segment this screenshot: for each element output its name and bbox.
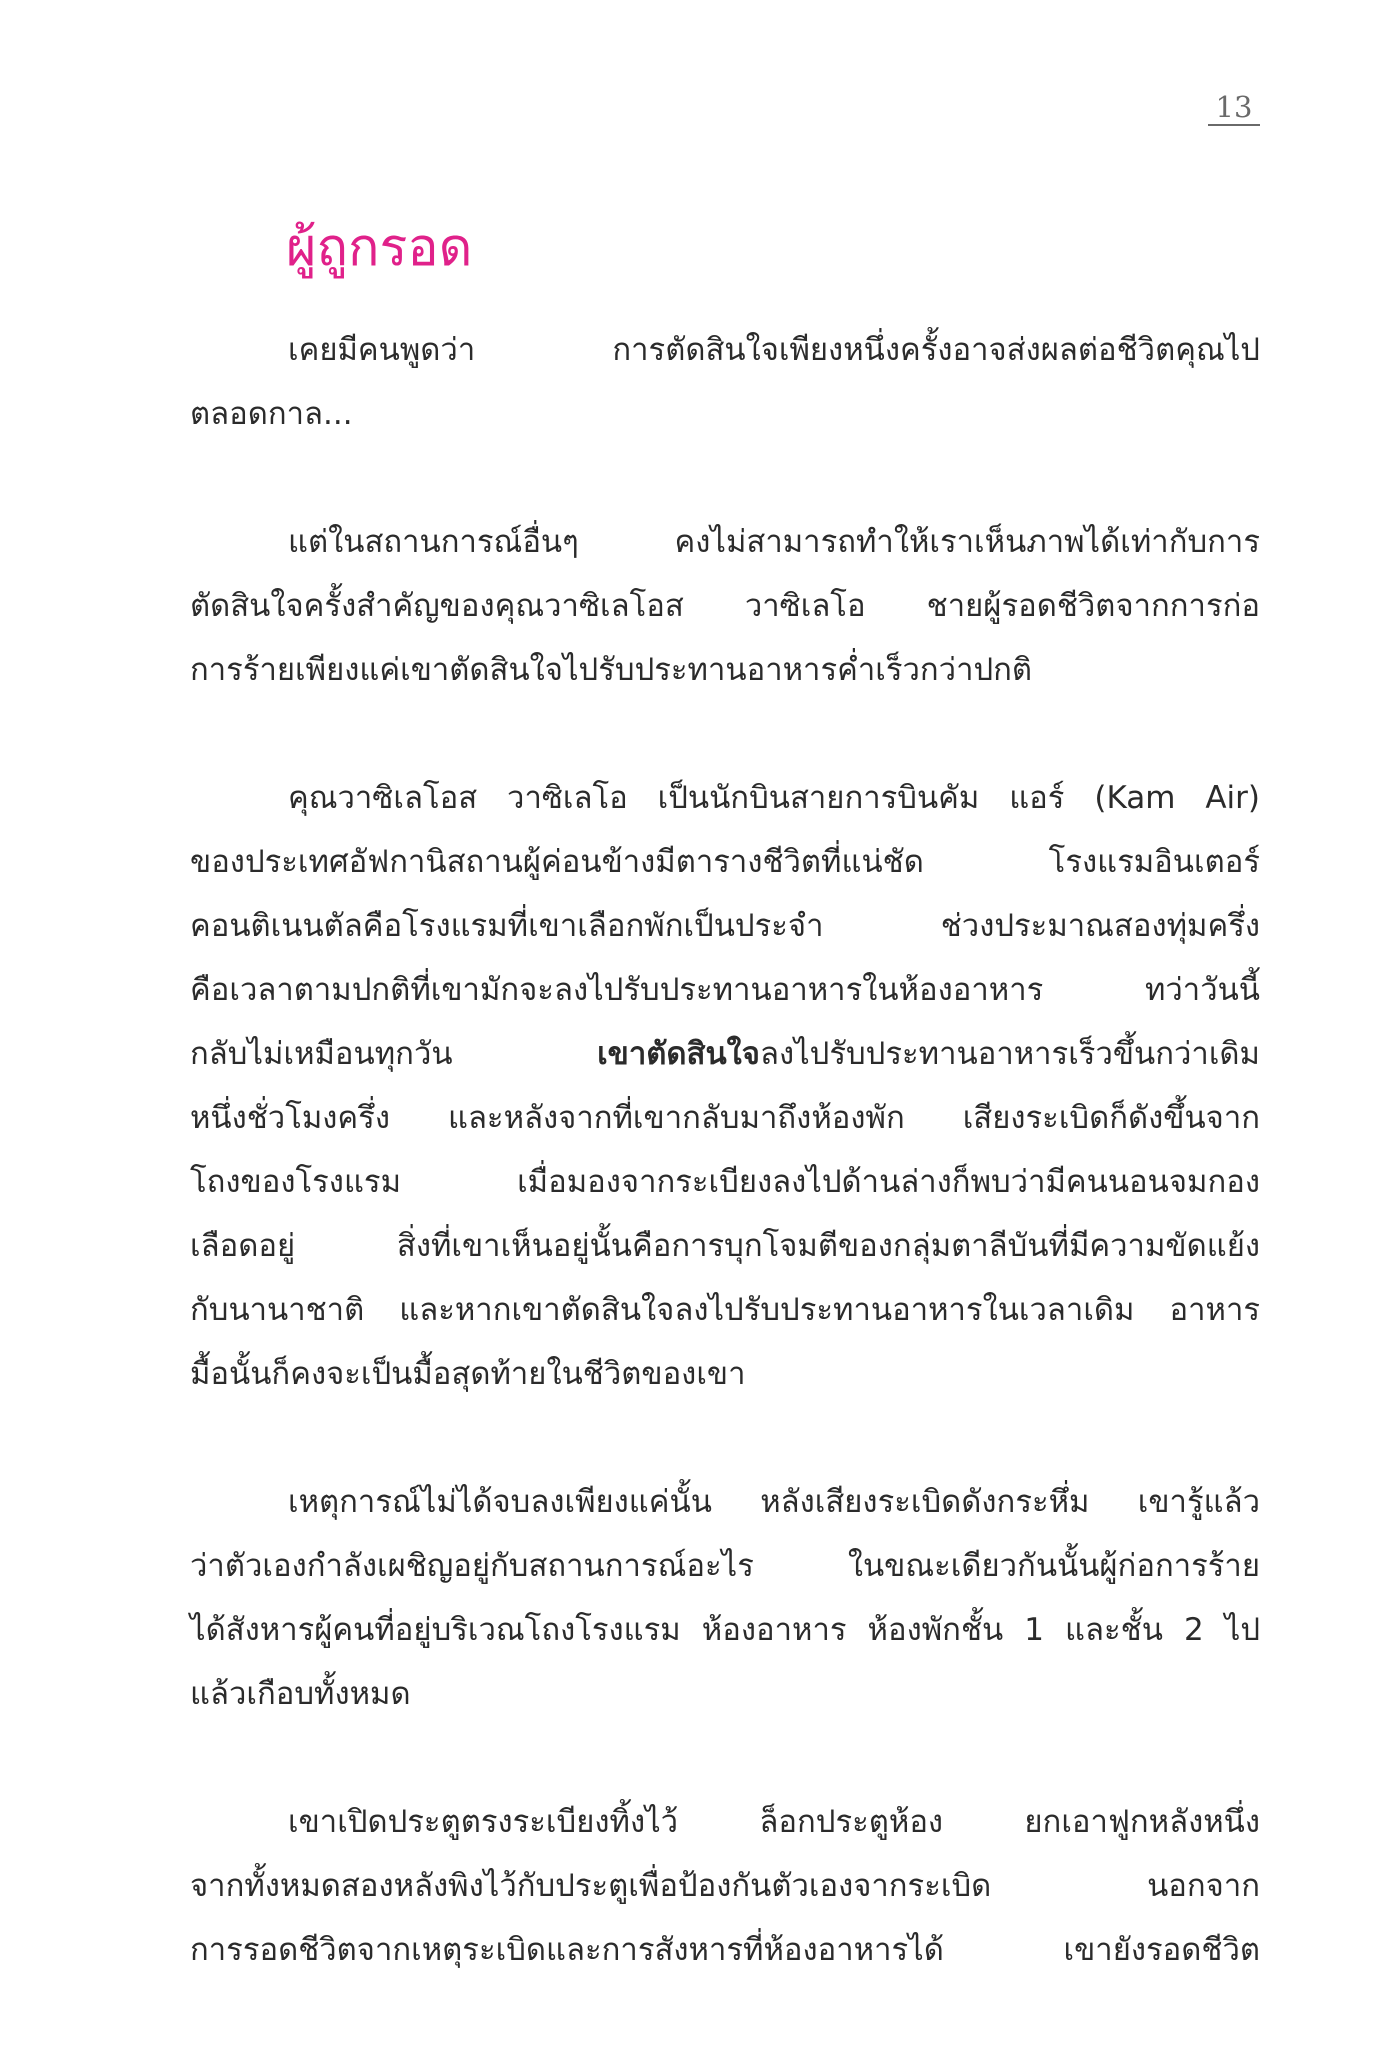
text-line: ว่าตัวเองกำลังเผชิญอยู่กับสถานการณ์อะไร ในขณะเดียวกันนั้นผู้ก่อการร้าย [190,1548,1260,1584]
text-line: คอนติเนนตัลคือโรงแรมที่เขาเลือกพักเป็นประจำ ช่วงประมาณสองทุ่มครึ่ง [190,908,1260,944]
paragraph-2 [190,510,1260,702]
text-line: กับนานาชาติ และหากเขาตัดสินใจลงไปรับประทานอาหารในเวลาเดิม อาหาร [190,1292,1260,1328]
text-line: มื้อนั้นก็คงจะเป็นมื้อสุดท้ายในชีวิตของเขา [190,1356,746,1392]
text-line: การร้ายเพียงแค่เขาตัดสินใจไปรับประทานอาหารค่ำเร็วกว่าปกติ [190,652,1033,688]
text-line: เขาเปิดประตูตรงระเบียงทิ้งไว้ ล็อกประตูห้อง ยกเอาฟูกหลังหนึ่ง [288,1804,1260,1840]
page-number: 13 [1208,92,1260,126]
text-line: แล้วเกือบทั้งหมด [190,1676,411,1712]
paragraph-5 [190,1790,1260,1982]
paragraph-3 [190,766,1260,1406]
text-line-with-emphasis [190,1022,1260,1086]
text-line: หนึ่งชั่วโมงครึ่ง และหลังจากที่เขากลับมาถึงห้องพัก เสียงระเบิดก็ดังขึ้นจาก [190,1100,1260,1136]
paragraph-1 [190,318,1260,446]
chapter-title: ผู้ถูกรอด [286,218,473,278]
emphasis-text: เขาตัดสินใจ [597,1036,760,1072]
text-line: ตลอดกาล... [190,396,353,432]
text-line: คือเวลาตามปกติที่เขามักจะลงไปรับประทานอาหารในห้องอาหาร ทว่าวันนี้ [190,972,1260,1008]
text-fragment: กลับไม่เหมือนทุกวัน [190,1036,598,1072]
text-line: เหตุการณ์ไม่ได้จบลงเพียงแค่นั้น หลังเสียงระเบิดดังกระหึ่ม เขารู้แล้ว [288,1484,1260,1520]
text-line: เลือดอยู่ สิ่งที่เขาเห็นอยู่นั้นคือการบุกโจมตีของกลุ่มตาลีบันที่มีความขัดแย้ง [190,1228,1260,1264]
text-line: แต่ในสถานการณ์อื่นๆ คงไม่สามารถทำให้เราเห็นภาพได้เท่ากับการ [288,524,1260,560]
body-text [190,318,1260,2046]
text-line: เคยมีคนพูดว่า การตัดสินใจเพียงหนึ่งครั้งอาจส่งผลต่อชีวิตคุณไป [288,332,1260,368]
text-line: โถงของโรงแรม เมื่อมองจากระเบียงลงไปด้านล่างก็พบว่ามีคนนอนจมกอง [190,1164,1260,1200]
text-line: คุณวาซิเลโอส วาซิเลโอ เป็นนักบินสายการบินคัม แอร์ (Kam Air) [288,780,1260,816]
text-line: ได้สังหารผู้คนที่อยู่บริเวณโถงโรงแรม ห้องอาหาร ห้องพักชั้น 1 และชั้น 2 ไป [190,1612,1260,1648]
text-line: ของประเทศอัฟกานิสถานผู้ค่อนข้างมีตารางชีวิตที่แน่ชัด โรงแรมอินเตอร์ [190,844,1260,880]
text-line: การรอดชีวิตจากเหตุระเบิดและการสังหารที่ห้องอาหารได้ เขายังรอดชีวิต [190,1932,1260,1968]
text-line: ตัดสินใจครั้งสำคัญของคุณวาซิเลโอส วาซิเลโอ ชายผู้รอดชีวิตจากการก่อ [190,588,1260,624]
text-fragment: ลงไปรับประทานอาหารเร็วขึ้นกว่าเดิม [759,1036,1260,1072]
paragraph-4 [190,1470,1260,1726]
text-line: จากทั้งหมดสองหลังพิงไว้กับประตูเพื่อป้องกันตัวเองจากระเบิด นอกจาก [190,1868,1260,1904]
